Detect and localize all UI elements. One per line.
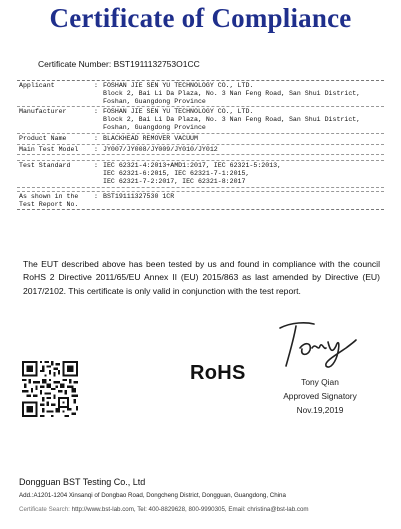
- applicant-line: Block 2, Bai Li Da Plaza, No. 3 Nan Feng Road, San Shui District,: [103, 89, 361, 97]
- company-address: Add.:A1201-1204 Xinsanqi of Dongbao Road, Dongcheng District, Dongguan, Guangdong, China: [19, 492, 286, 499]
- test-standard-value: [103, 162, 384, 185]
- main-test-model-value: JY007/JY008/JY009/JY010/JY012: [103, 145, 218, 153]
- certificate-search-details: http://www.bst-lab.com, Tel: 400-8829628, 800-9990305, Email: christina@bst-lab.com: [71, 506, 309, 513]
- manufacturer-row: [17, 107, 384, 133]
- signatory-role: Approved Signatory: [283, 391, 357, 401]
- certificate-number: Certificate Number: BST1911132753O1CC: [38, 59, 200, 69]
- test-standard-line: IEC 62321-7-2:2017, IEC 62321-8:2017: [103, 177, 246, 185]
- colon: :: [94, 192, 98, 200]
- colon: :: [94, 145, 98, 153]
- colon: :: [94, 134, 98, 142]
- manufacturer-line: Block 2, Bai Li Da Plaza, No. 3 Nan Feng Road, San Shui District,: [103, 116, 361, 124]
- manufacturer-line: FOSHAN JIE SEN YU TECHNOLOGY CO., LTD.: [103, 108, 254, 116]
- document-title: Certificate of Compliance: [49, 3, 352, 33]
- details-table: [17, 80, 384, 210]
- test-standard-line: IEC 62321-4:2013+AMD1:2017, IEC 62321-5:2013,: [103, 162, 282, 170]
- applicant-line: FOSHAN JIE SEN YU TECHNOLOGY CO., LTD.: [103, 82, 254, 89]
- qr-code-icon: [22, 361, 78, 417]
- colon: :: [94, 162, 98, 170]
- applicant-value: [103, 82, 384, 105]
- product-name-label: Product Name: [19, 134, 67, 142]
- applicant-label: Applicant: [19, 82, 55, 89]
- signature-date: Nov.19,2019: [296, 405, 344, 415]
- applicant-line: Foshan, Guangdong Province: [103, 97, 206, 105]
- certificate-search-label: Certificate Search:: [19, 506, 70, 513]
- certificate-search-line: [19, 506, 309, 513]
- test-report-label-line: Test Report No.: [19, 200, 79, 208]
- product-name-row: [17, 134, 384, 145]
- test-report-label-line: As shown in the: [19, 192, 79, 200]
- manufacturer-value: [103, 108, 384, 131]
- manufacturer-line: Foshan, Guangdong Province: [103, 123, 206, 131]
- colon: :: [94, 82, 98, 89]
- main-test-model-label: Main Test Model: [19, 145, 79, 153]
- test-standard-line: IEC 62321-6:2015, IEC 62321-7-1:2015,: [103, 170, 250, 178]
- company-name: Dongguan BST Testing Co., Ltd: [19, 477, 146, 487]
- signatory-name: Tony Qian: [301, 377, 339, 387]
- rohs-logo: RoHS: [190, 362, 246, 384]
- signature-icon: [274, 318, 358, 372]
- applicant-row: [17, 81, 384, 107]
- colon: :: [94, 108, 98, 116]
- compliance-statement: The EUT described above has been tested by us and found in compliance with the council RoHS 2 Directive 2011/65/EU Annex II (EU) 2015/863 as last amended by Directive (EU) 2017/2102. This certificate is only valid in conjunction with the test report.: [23, 259, 380, 296]
- test-standard-row: [17, 161, 384, 187]
- test-report-row: [17, 192, 384, 210]
- main-test-model-row: [17, 145, 384, 156]
- manufacturer-label: Manufacturer: [19, 108, 67, 116]
- test-report-label: [17, 193, 89, 209]
- test-standard-label: Test Standard: [19, 162, 71, 170]
- test-report-value: BST19111327530 1CR: [103, 192, 175, 200]
- product-name-value: BLACKHEAD REMOVER VACUUM: [103, 134, 198, 142]
